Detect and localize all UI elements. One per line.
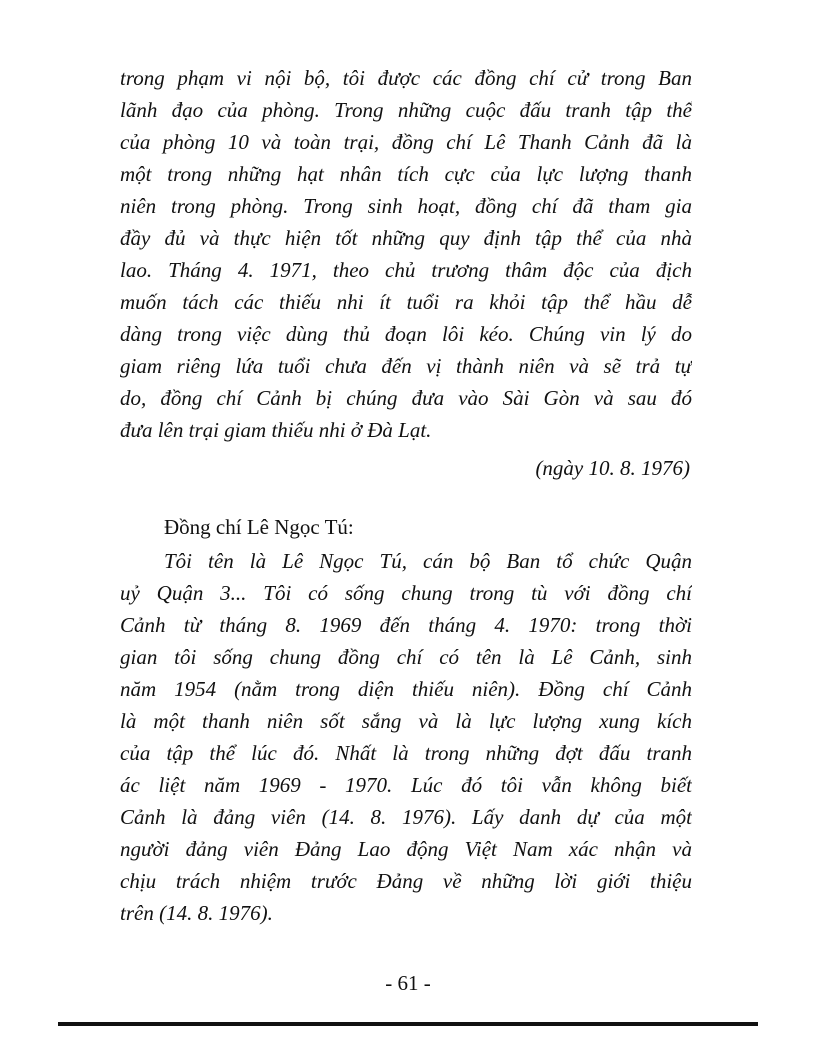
text-line: đầy đủ và thực hiện tốt những quy định tập thể của nhà bbox=[120, 226, 692, 250]
text-line: dàng trong việc dùng thủ đoạn lôi kéo. Chúng vin lý do bbox=[120, 322, 692, 346]
text-line: chịu trách nhiệm trước Đảng về những lời giới thiệu bbox=[120, 869, 692, 893]
text-line: năm 1954 (nằm trong diện thiếu niên). Đồng chí Cảnh bbox=[120, 677, 692, 701]
text-line: của tập thể lúc đó. Nhất là trong những đợt đấu tranh bbox=[120, 741, 692, 765]
text-line: giam riêng lứa tuổi chưa đến vị thành niên và sẽ trả tự bbox=[120, 354, 692, 378]
bottom-rule bbox=[58, 1022, 758, 1026]
text-line: lãnh đạo của phòng. Trong những cuộc đấu tranh tập thể bbox=[120, 98, 692, 122]
text-line: là một thanh niên sốt sắng và là lực lượng xung kích bbox=[120, 709, 692, 733]
paragraph-testimony-1 bbox=[120, 62, 692, 446]
text-line: của phòng 10 và toàn trại, đồng chí Lê Thanh Cảnh đã là bbox=[120, 130, 692, 154]
text-line: đưa lên trại giam thiếu nhi ở Đà Lạt. bbox=[120, 418, 432, 442]
date-line-1: (ngày 10. 8. 1976) bbox=[535, 456, 690, 480]
text-line: do, đồng chí Cảnh bị chúng đưa vào Sài Gòn và sau đó bbox=[120, 386, 692, 410]
text-line: gian tôi sống chung đồng chí có tên là Lê Cảnh, sinh bbox=[120, 645, 692, 669]
text-line: một trong những hạt nhân tích cực của lực lượng thanh bbox=[120, 162, 692, 186]
text-line: Cảnh từ tháng 8. 1969 đến tháng 4. 1970: trong thời bbox=[120, 613, 692, 637]
text-line: Cảnh là đảng viên (14. 8. 1976). Lấy danh dự của một bbox=[120, 805, 692, 829]
text-line: Tôi tên là Lê Ngọc Tú, cán bộ Ban tổ chức Quận bbox=[164, 549, 692, 573]
text-line: uỷ Quận 3... Tôi có sống chung trong tù với đồng chí bbox=[120, 581, 692, 605]
text-line: ác liệt năm 1969 - 1970. Lúc đó tôi vẫn không biết bbox=[120, 773, 692, 797]
text-line: lao. Tháng 4. 1971, theo chủ trương thâm độc của địch bbox=[120, 258, 692, 282]
section-heading: Đồng chí Lê Ngọc Tú: bbox=[164, 515, 354, 539]
text-line: niên trong phòng. Trong sinh hoạt, đồng chí đã tham gia bbox=[120, 194, 692, 218]
text-line: người đảng viên Đảng Lao động Việt Nam xác nhận và bbox=[120, 837, 692, 861]
text-line: muốn tách các thiếu nhi ít tuổi ra khỏi tập thể hầu dễ bbox=[120, 290, 692, 314]
paragraph-testimony-2 bbox=[120, 545, 692, 929]
page-number: - 61 - bbox=[385, 971, 431, 995]
text-line: trong phạm vi nội bộ, tôi được các đồng chí cử trong Ban bbox=[120, 66, 692, 90]
text-line: trên (14. 8. 1976). bbox=[120, 901, 273, 925]
